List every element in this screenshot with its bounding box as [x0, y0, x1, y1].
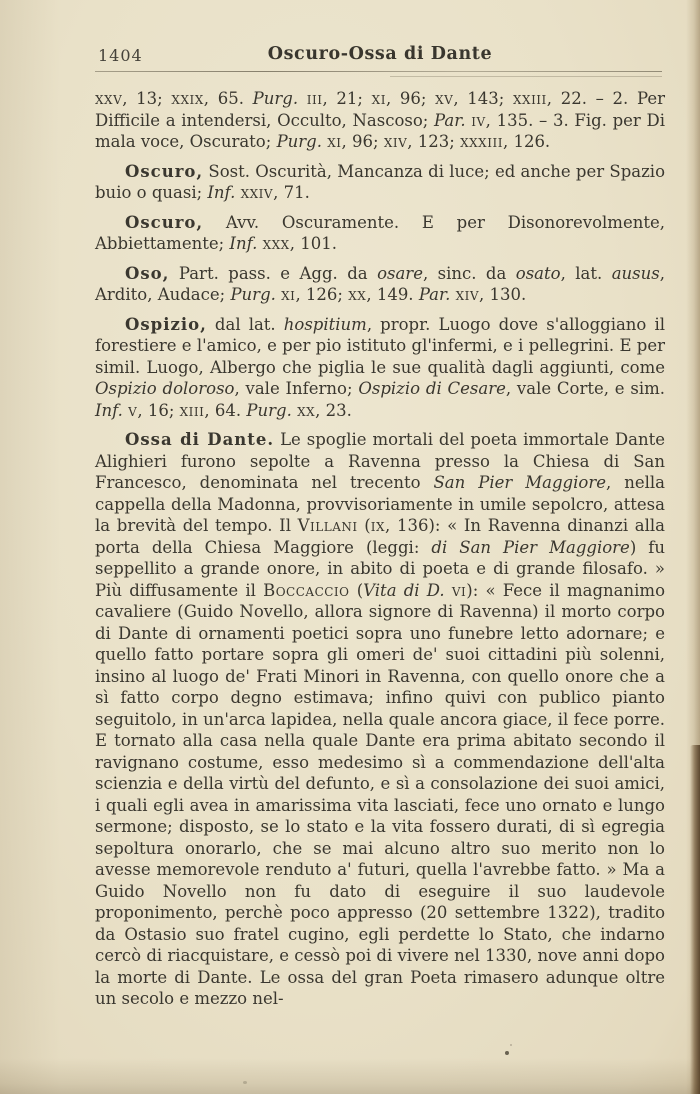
text-run: xv [435, 89, 454, 108]
text-run: Ospizio di Cesare [358, 379, 506, 398]
text-run: Purg. [230, 285, 276, 304]
text-run: Par. [434, 110, 466, 130]
text-run: , 13; [122, 89, 172, 108]
text-run: vi [451, 580, 467, 600]
text-run: osato [515, 263, 561, 283]
ink-speck [505, 1051, 509, 1055]
text-run: Purg. [246, 400, 292, 420]
text-run: , 126. [502, 132, 551, 151]
text-run: , 136): « In Ravenna dinanzi alla porta della Chiesa Maggiore (leggi: [95, 516, 665, 557]
text-run: San Pier Maggiore [433, 473, 606, 492]
bottom-scan-shadow [0, 1058, 700, 1094]
text-run: xxix [171, 89, 204, 108]
text-run: di San Pier Maggiore [431, 537, 630, 557]
ink-speck [243, 1081, 247, 1084]
page-edge-dark-strip [690, 745, 700, 1094]
text-run: , 16; [137, 400, 180, 420]
text-run: , 143; [453, 89, 513, 108]
text-run: ( [357, 516, 371, 535]
text-run: iii [306, 89, 323, 108]
text-run: xx [297, 400, 316, 420]
text-run: Par. [418, 285, 451, 304]
text-run [445, 581, 452, 600]
text-run: xxiv [240, 183, 274, 202]
entry-oscuro-avv [95, 212, 665, 255]
entry-headword: Ossa di Dante. [125, 430, 275, 449]
text-run: , 96; [341, 132, 384, 151]
entry-headword: Ospizio, [125, 314, 207, 334]
text-run: xx [348, 285, 367, 304]
text-run: , 126; [295, 285, 349, 304]
text-run: ix [370, 516, 386, 535]
text-run: iv [471, 110, 486, 130]
text-run: Vita di D. [363, 580, 445, 600]
text-run: , 71. [273, 183, 310, 202]
text-run: , 64. [204, 400, 247, 420]
text-run: ( [349, 580, 364, 600]
text-run: osare [377, 263, 423, 283]
text-run: , vale Inferno; [234, 379, 359, 398]
entry-ossa-di-dante [95, 429, 665, 1010]
text-run: , vale Corte, e sim. [505, 379, 665, 398]
text-run: hospitium [283, 314, 367, 334]
page-number: 1404 [98, 46, 143, 65]
text-run: , 96; [385, 89, 436, 108]
text-run: , Ardito, Audace; [95, 263, 665, 304]
text-run: , sinc. da [422, 263, 516, 283]
header-rule-faint [390, 76, 662, 77]
text-run: xiv [383, 132, 408, 151]
entry-headword: Oscuro, [125, 212, 204, 232]
text-run: , 149. [366, 285, 419, 304]
text-run: xxx [262, 234, 290, 253]
entry-oscuro-sost [95, 161, 665, 204]
text-run: ): « Fece il magnanimo cavaliere (Guido Novello, allora signore di Ravenna) il morto corpo di Dante di ornamenti poetici sopra uno funebre letto adornare; e quello fatto portare sopra gli omeri de' suoi cittadini più solenni, insino al luogo de' Frati Minori in Ravenna, con quello onore che a sì fatto corpo degno estimava; infino quivi con publico pianto seguitolo, in un'arca lapidea, nella quale ancora giace, il fece porre. E tornato alla casa nella quale Dante era prima abitato secondo il ravignano costume, esso medesimo sì a commendazione dell'alta scienzia e della virtù del defunto, e sì a consolazione dei suoi amici, i quali egli avea in amarissima vita lasciati, fece uno ornato e lungo sermone; disposto, se lo stato e la vita fossero durati, di sì egregia sepoltura onorarlo, che se mai alcuno altro suo merito non lo avesse memorevole renduto a' futuri, quella l'avrebbe fatto. » Ma a Guido Novello non fu dato di eseguire il suo laudevole proponimento, perchè poco appresso (20 settembre 1322), tradito da Ostasio suo fratel cugino, egli perdette lo Stato, che indarno cercò di riacquistare, e cessò poi di vivere nel 1330, nove anni dopo la morte di Dante. Le ossa del gran Poeta rimasero adunque oltre un secolo e mezzo nel- [95, 580, 666, 1008]
text-run: xiv [455, 285, 480, 304]
text-run: xxiii [512, 89, 547, 108]
text-run: , propr. Luogo dove s'alloggiano il forestiere e l'amico, e per pio istituto gl'infermi, e i pellegrini. E per simil. Luogo, Albergo che piglia le sue qualità dagli aggiunti, come [95, 314, 666, 377]
text-run: Inf. [229, 234, 258, 253]
text-run: Purg. [276, 132, 322, 151]
entry-headword: Oso, [125, 263, 170, 283]
text-run: xi [327, 132, 342, 151]
text-run: Le spoglie mortali del poeta immortale Dante Alighieri furono sepolte a Ravenna presso la Chiesa di San Francesco, denominata nel trecento [95, 430, 665, 492]
text-run: , 135. – 3. Fig. per Di mala voce, Oscurato; [95, 110, 665, 151]
text-run: Sost. Oscurità, Mancanza di luce; ed anche per Spazio buio o quasi; [95, 161, 665, 202]
text-run: Villani [297, 516, 358, 535]
text-run: , 65. [203, 89, 253, 108]
text-run: , 21; [322, 89, 372, 108]
dictionary-text-block [95, 88, 665, 1018]
text-run: v [128, 400, 138, 420]
text-run: , lat. [560, 263, 612, 283]
text-run: , 101. [289, 234, 337, 253]
text-run: xxxiii [460, 132, 503, 151]
entry-headword: Oscuro, [125, 161, 204, 181]
text-run: Inf. [207, 183, 236, 202]
text-run: , nella cappella della Madonna, provvisoriamente in umile sepolcro, attesa la brevità del tempo. Il [95, 473, 665, 535]
text-run: xi [281, 285, 296, 304]
entry-oscuro-continuation [95, 88, 665, 153]
entry-oso [95, 263, 665, 306]
text-run: Purg. [252, 89, 299, 108]
text-run: ) fu seppellito a grande onore, in abito di poeta e di grande filosafo. » Più diffusamente il [95, 537, 665, 600]
page-header [95, 44, 665, 68]
text-run: , 123; [407, 132, 461, 151]
text-run: xiii [179, 400, 205, 420]
ink-speck [510, 1044, 512, 1046]
text-run: ausus [611, 263, 660, 283]
text-run: xxv [95, 89, 123, 108]
text-run: Part. pass. e Agg. da [169, 263, 378, 283]
entry-ospizio [95, 314, 665, 422]
text-run: Inf. [95, 400, 123, 420]
text-run: xi [371, 89, 386, 108]
text-run: , 130. [479, 285, 527, 304]
running-title: Oscuro-Ossa di Dante [267, 44, 493, 64]
text-run: Boccaccio [263, 580, 350, 600]
text-run: Ospizio doloroso [95, 379, 235, 398]
text-run: dal lat. [206, 314, 284, 334]
text-run [298, 89, 307, 108]
left-edge-shade [0, 0, 60, 1094]
text-run: , 23. [315, 400, 352, 420]
header-rule [95, 71, 662, 72]
text-run: Avv. Oscuramente. E per Disonorevolmente, Abbiettamente; [95, 212, 665, 253]
text-run: , 22. – 2. Per Difficile a intendersi, Occulto, Nascoso; [95, 89, 665, 130]
